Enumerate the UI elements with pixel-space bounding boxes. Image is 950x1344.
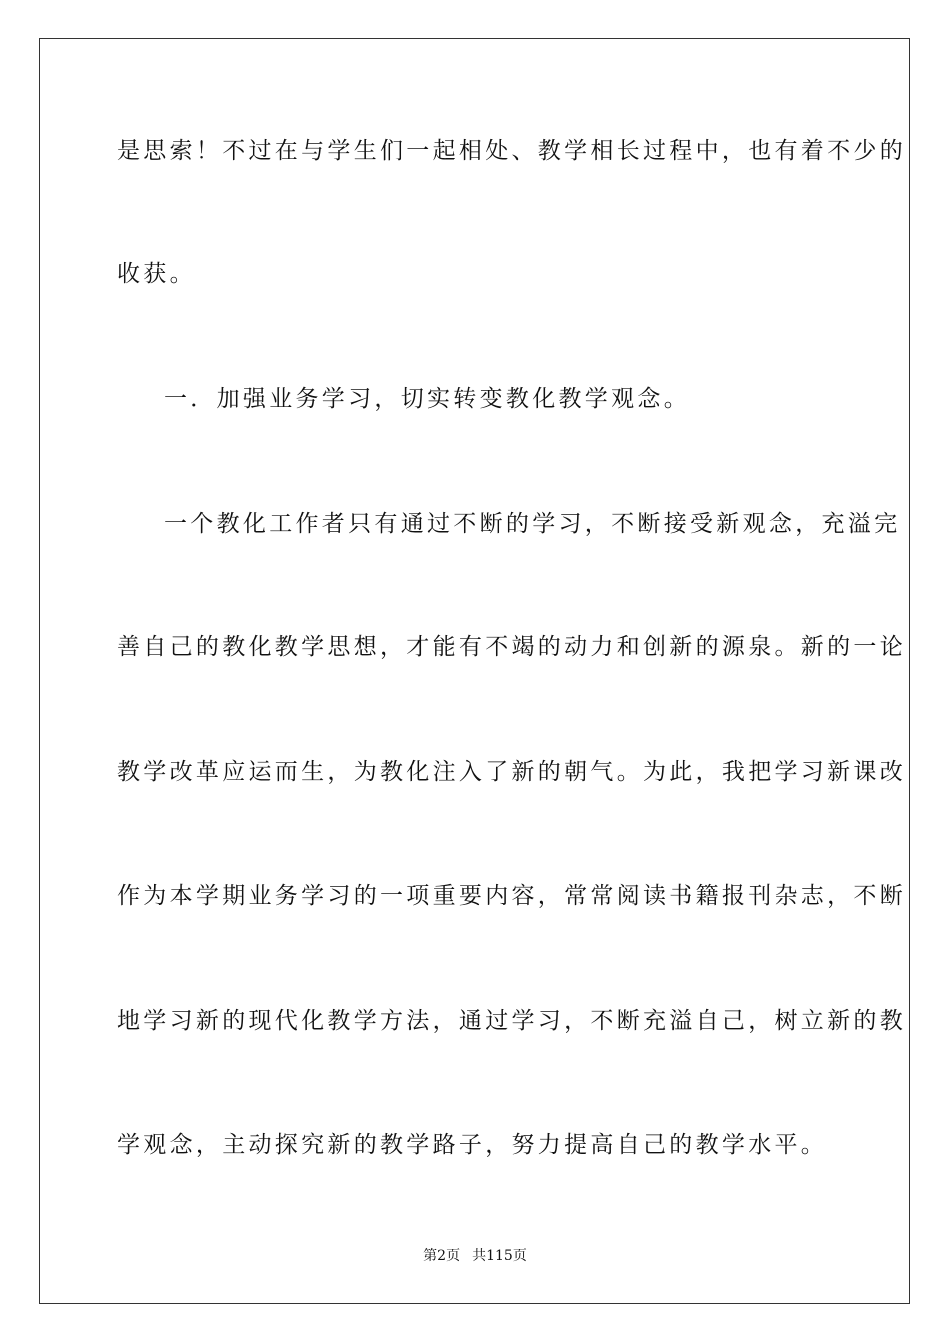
text-line-9: 学观念，主动探究新的教学路子，努力提高自己的教学水平。 <box>117 1132 828 1158</box>
text-line-1: 是思索！不过在与学生们一起相处、教学相长过程中，也有着不少的 <box>117 138 906 164</box>
page-number: 第2页 <box>423 1248 461 1264</box>
page-total: 共115页 <box>472 1248 527 1264</box>
text-line-2: 收获。 <box>117 261 196 287</box>
text-line-8: 地学习新的现代化教学方法，通过学习，不断充溢自己，树立新的教 <box>117 1008 906 1034</box>
page-footer <box>0 1247 950 1265</box>
page-frame <box>39 38 910 1304</box>
text-line-4: 一个教化工作者只有通过不断的学习，不断接受新观念，充溢完 <box>164 511 901 537</box>
text-line-6: 教学改革应运而生，为教化注入了新的朝气。为此，我把学习新课改 <box>117 759 906 785</box>
text-line-5: 善自己的教化教学思想，才能有不竭的动力和创新的源泉。新的一论 <box>117 634 906 660</box>
section-heading: 一．加强业务学习，切实转变教化教学观念。 <box>164 386 690 412</box>
text-line-7: 作为本学期业务学习的一项重要内容，常常阅读书籍报刊杂志，不断 <box>117 883 906 909</box>
